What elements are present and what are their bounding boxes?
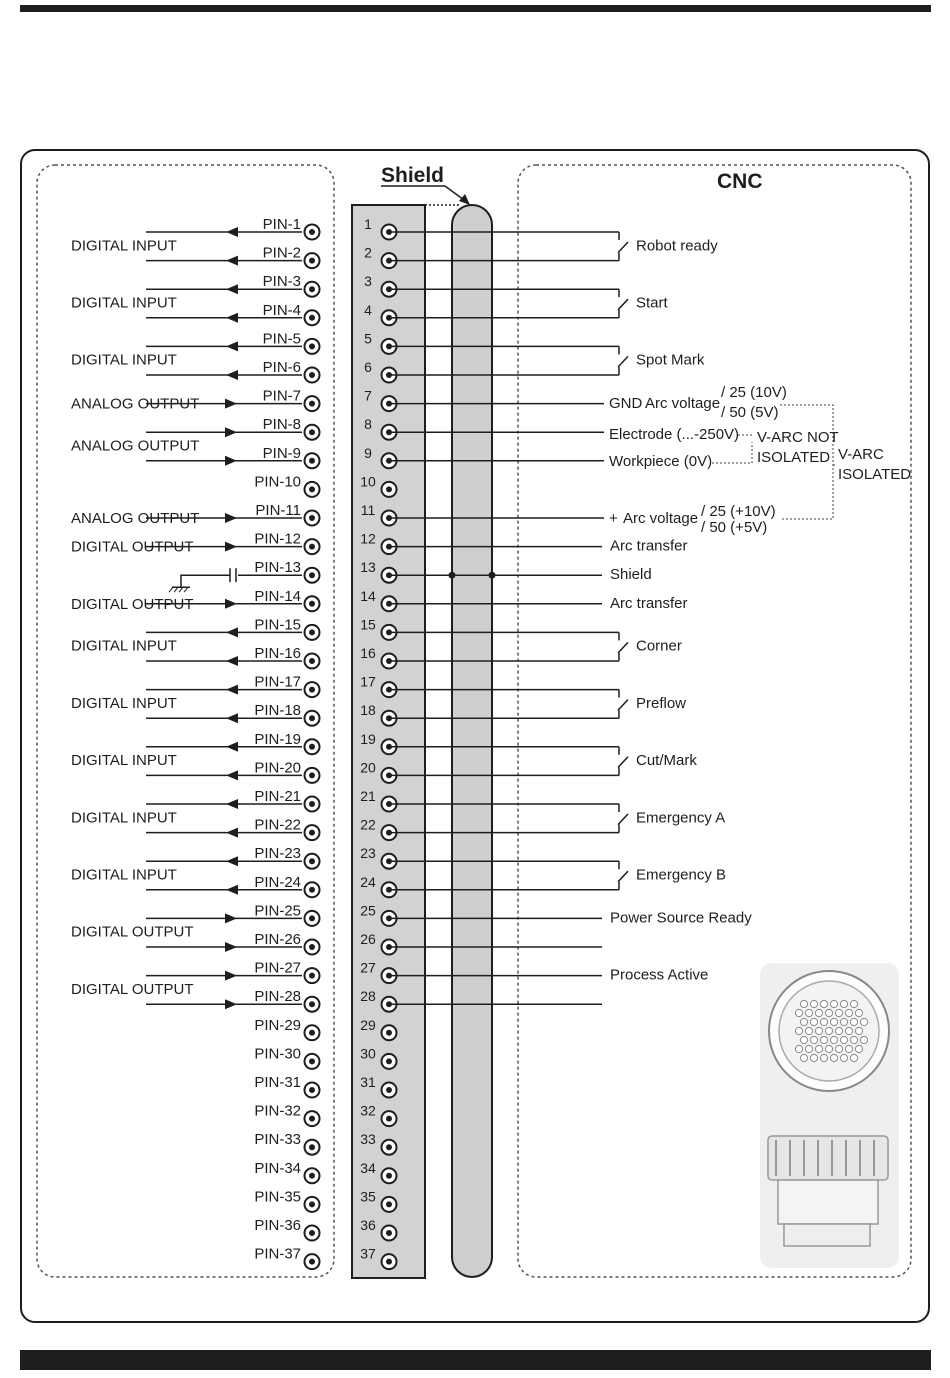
left-pin-2	[305, 253, 320, 268]
output-arrow-7	[225, 399, 237, 409]
connector-hole-8	[815, 1009, 822, 1016]
connector-hole-33	[860, 1036, 867, 1043]
left-label-12: DIGITAL INPUT	[71, 866, 177, 884]
left-pin-26	[305, 940, 320, 955]
contact-blade-7	[618, 871, 628, 882]
strip-number-1: 1	[364, 216, 372, 232]
contact-blade-5	[618, 757, 628, 768]
connector-hole-40	[855, 1045, 862, 1052]
left-pin-20	[305, 768, 320, 783]
input-arrow-20	[226, 770, 238, 780]
cnc-label-1: Start	[636, 294, 668, 312]
pin-label-29: PIN-29	[254, 1016, 301, 1034]
left-pin-28	[305, 997, 320, 1012]
strip-number-4: 4	[364, 301, 372, 318]
input-arrow-6	[226, 370, 238, 380]
strip-number-8: 8	[364, 416, 372, 433]
left-pin-22	[305, 825, 320, 840]
left-label-3: ANALOG OUTPUT	[71, 395, 200, 413]
pin-label-3: PIN-3	[262, 273, 301, 291]
pin-label-5: PIN-5	[262, 330, 301, 348]
left-pin-13	[305, 568, 320, 583]
connector-hole-5	[850, 1000, 857, 1007]
cnc-label-10: Arc transfer	[610, 594, 688, 612]
connector-hole-14	[810, 1018, 817, 1025]
strip-number-32: 32	[360, 1102, 376, 1119]
connector-hole-6	[795, 1009, 802, 1016]
left-pin-36	[305, 1226, 320, 1241]
connector-hole-0	[800, 1000, 807, 1007]
output-arrow-28	[225, 999, 237, 1009]
input-arrow-5	[226, 341, 238, 351]
connector-hole-28	[810, 1036, 817, 1043]
output-arrow-8	[225, 427, 237, 437]
left-label-4: ANALOG OUTPUT	[71, 437, 200, 455]
pin-label-25: PIN-25	[254, 902, 301, 920]
pin-label-26: PIN-26	[254, 931, 301, 948]
connector-hole-15	[820, 1018, 827, 1025]
left-label-2: DIGITAL INPUT	[71, 351, 177, 369]
connector-hole-18	[850, 1018, 857, 1025]
left-pin-3	[305, 282, 320, 297]
top-bar	[20, 5, 931, 12]
strip-number-29: 29	[360, 1016, 376, 1033]
strip-pin-32	[382, 1111, 397, 1126]
left-label-9: DIGITAL INPUT	[71, 694, 177, 712]
strip-number-16: 16	[360, 645, 376, 661]
cnc-label-6: Emergency A	[636, 809, 726, 827]
left-label-5: ANALOG OUTPUT	[71, 510, 200, 527]
input-arrow-4	[226, 313, 238, 323]
strip-number-11: 11	[360, 502, 376, 518]
connector-hole-34	[795, 1045, 802, 1052]
left-pin-35	[305, 1197, 320, 1212]
contact-blade-3	[618, 642, 628, 653]
pin-label-13: PIN-13	[254, 559, 301, 577]
shield-dot-right	[489, 572, 496, 579]
contact-blade-1	[618, 299, 628, 310]
strip-number-34: 34	[360, 1159, 376, 1176]
pin-label-14: PIN-14	[254, 587, 301, 605]
input-arrow-24	[226, 885, 238, 895]
strip-number-19: 19	[360, 730, 376, 747]
gnd-label: GND	[609, 395, 643, 412]
left-pin-32	[305, 1111, 320, 1126]
connector-hole-36	[815, 1045, 822, 1052]
arc-voltage-block	[609, 384, 911, 536]
left-pin-27	[305, 968, 320, 983]
strip-number-15: 15	[360, 616, 376, 633]
pin-label-34: PIN-34	[254, 1159, 301, 1177]
strip-pin-33	[382, 1140, 397, 1155]
pin-label-4: PIN-4	[262, 301, 301, 319]
dotted-workpiece-link	[712, 442, 752, 463]
strip-pin-31	[382, 1083, 397, 1098]
output-arrow-25	[225, 913, 237, 923]
input-arrow-2	[226, 256, 238, 266]
strip-number-20: 20	[360, 759, 376, 776]
connector-hole-37	[825, 1045, 832, 1052]
pin-label-37: PIN-37	[254, 1245, 301, 1263]
left-pin-1	[305, 225, 320, 240]
shield-pointer	[445, 186, 464, 200]
connector-hole-31	[840, 1036, 847, 1043]
pin-label-21: PIN-21	[254, 788, 301, 805]
left-label-0: DIGITAL INPUT	[71, 237, 177, 255]
ratio-25-10v: / 25 (10V)	[721, 384, 787, 401]
bottom-bar	[20, 1350, 931, 1370]
left-label-14: DIGITAL OUTPUT	[71, 980, 194, 998]
pin-label-36: PIN-36	[254, 1217, 301, 1234]
connector-picture	[760, 963, 899, 1268]
strip-number-14: 14	[360, 587, 376, 604]
connector-hole-3	[830, 1000, 837, 1007]
varc-not-isolated-1: V-ARC NOT	[757, 429, 839, 446]
connector-hole-27	[800, 1036, 807, 1043]
pin-label-35: PIN-35	[254, 1188, 301, 1206]
pin-label-30: PIN-30	[254, 1045, 301, 1063]
connector-hole-2	[820, 1000, 827, 1007]
pin-label-7: PIN-7	[262, 387, 301, 405]
strip-number-28: 28	[360, 988, 376, 1005]
left-pin-17	[305, 682, 320, 697]
strip-number-17: 17	[360, 673, 376, 690]
input-arrow-19	[226, 742, 238, 752]
cnc-title: CNC	[717, 170, 763, 193]
input-arrow-3	[226, 284, 238, 294]
left-label-13: DIGITAL OUTPUT	[71, 923, 194, 941]
cnc-label-7: Emergency B	[636, 866, 727, 884]
input-arrow-23	[226, 856, 238, 866]
strip-pin-34	[382, 1168, 397, 1183]
left-label-8: DIGITAL INPUT	[71, 637, 177, 655]
left-pin-31	[305, 1083, 320, 1098]
strip-number-33: 33	[360, 1131, 376, 1148]
left-pin-34	[305, 1168, 320, 1183]
left-pin-9	[305, 453, 320, 468]
connector-hole-17	[840, 1018, 847, 1025]
cnc-label-8: Arc transfer	[610, 537, 688, 555]
connector-hole-45	[840, 1054, 847, 1061]
left-label-6: DIGITAL OUTPUT	[71, 538, 194, 556]
strip-number-26: 26	[360, 931, 376, 947]
connector-hole-23	[825, 1027, 832, 1034]
input-arrow-21	[226, 799, 238, 809]
connector-hole-13	[800, 1018, 807, 1025]
strip-number-22: 22	[360, 816, 376, 833]
pin-label-12: PIN-12	[254, 530, 301, 548]
left-pin-37	[305, 1254, 320, 1269]
strip-number-5: 5	[364, 330, 372, 347]
shield-title: Shield	[381, 164, 445, 187]
strip-number-2: 2	[364, 244, 372, 261]
strip-pin-29	[382, 1025, 397, 1040]
left-label-10: DIGITAL INPUT	[71, 752, 177, 770]
connector-hole-9	[825, 1009, 832, 1016]
connector-hole-19	[860, 1018, 867, 1025]
connector-hole-25	[845, 1027, 852, 1034]
strip-number-30: 30	[360, 1045, 376, 1062]
connector-hole-10	[835, 1009, 842, 1016]
pin-label-32: PIN-32	[254, 1102, 301, 1120]
connector-hole-42	[810, 1054, 817, 1061]
contact-blade-0	[618, 242, 628, 253]
left-pin-24	[305, 882, 320, 897]
pin-label-10: PIN-10	[254, 473, 301, 491]
cnc-label-5: Cut/Mark	[636, 752, 697, 770]
input-arrow-17	[226, 685, 238, 695]
strip-number-35: 35	[360, 1188, 376, 1205]
connector-hole-32	[850, 1036, 857, 1043]
ratio-25-p10v: / 25 (+10V)	[701, 503, 776, 520]
input-arrow-16	[226, 656, 238, 666]
strip-number-18: 18	[360, 702, 376, 719]
cnc-label-4: Preflow	[636, 694, 687, 712]
varc-isolated-2: ISOLATED	[838, 466, 912, 483]
input-arrow-18	[226, 713, 238, 723]
left-pin-5	[305, 339, 320, 354]
arc-voltage-label: Arc voltage	[645, 395, 721, 412]
left-pin-12	[305, 539, 320, 554]
pin-label-33: PIN-33	[254, 1131, 301, 1149]
connector-hole-24	[835, 1027, 842, 1034]
strip-number-27: 27	[360, 959, 376, 976]
pin-label-2: PIN-2	[262, 244, 301, 262]
strip-number-25: 25	[360, 902, 376, 919]
connector-hole-20	[795, 1027, 802, 1034]
pin-label-31: PIN-31	[254, 1074, 301, 1091]
strip-pin-30	[382, 1054, 397, 1069]
left-pin-8	[305, 425, 320, 440]
output-arrow-11	[225, 513, 237, 523]
strip-pin-35	[382, 1197, 397, 1212]
left-pin-25	[305, 911, 320, 926]
pin-label-11: PIN-11	[255, 502, 301, 519]
pin-label-16: PIN-16	[254, 645, 301, 662]
ratio-50-p5v: / 50 (+5V)	[701, 519, 768, 536]
input-arrow-1	[226, 227, 238, 237]
shield-dot-left	[449, 572, 456, 579]
strip-number-31: 31	[360, 1074, 376, 1090]
left-label-7: DIGITAL OUTPUT	[71, 595, 194, 613]
connector-hole-35	[805, 1045, 812, 1052]
varc-not-isolated-2: ISOLATED	[757, 449, 831, 466]
strip-number-6: 6	[364, 359, 372, 375]
connector-hole-22	[815, 1027, 822, 1034]
ground-lead	[181, 575, 230, 587]
contact-blade-4	[618, 700, 628, 711]
strip-number-3: 3	[364, 273, 372, 290]
left-pin-29	[305, 1025, 320, 1040]
strip-pin-10	[382, 482, 397, 497]
connector-hole-4	[840, 1000, 847, 1007]
left-pin-15	[305, 625, 320, 640]
strip-number-24: 24	[360, 873, 376, 890]
ground-hatch-0	[169, 587, 173, 592]
output-arrow-26	[225, 942, 237, 952]
cnc-label-9: Shield	[610, 566, 652, 584]
left-label-11: DIGITAL INPUT	[71, 809, 177, 827]
strip-number-12: 12	[360, 530, 376, 547]
left-pin-11	[305, 511, 320, 526]
connector-hole-16	[830, 1018, 837, 1025]
connector-hole-1	[810, 1000, 817, 1007]
left-pin-23	[305, 854, 320, 869]
cnc-label-11: Power Source Ready	[610, 909, 752, 927]
varc-isolated-1: V-ARC	[838, 446, 884, 463]
contact-blade-2	[618, 356, 628, 367]
workpiece-label: Workpiece (0V)	[609, 453, 713, 470]
cnc-signals-layer	[389, 232, 752, 1004]
pin-label-24: PIN-24	[254, 873, 301, 891]
strip-number-21: 21	[360, 788, 376, 804]
cnc-label-2: Spot Mark	[636, 351, 705, 369]
strip-pin-36	[382, 1226, 397, 1241]
connector-hole-12	[855, 1009, 862, 1016]
pin-label-20: PIN-20	[254, 759, 301, 777]
pin-label-19: PIN-19	[254, 730, 301, 748]
plus-label: +	[609, 510, 618, 527]
connector-hole-43	[820, 1054, 827, 1061]
left-pin-33	[305, 1140, 320, 1155]
shield-pointer-arrow	[459, 194, 470, 205]
pin-label-23: PIN-23	[254, 845, 301, 863]
cnc-label-0: Robot ready	[636, 237, 718, 255]
arc-voltage-plus-label: Arc voltage	[623, 510, 699, 527]
connector-hole-7	[805, 1009, 812, 1016]
left-pin-10	[305, 482, 320, 497]
connector-hole-29	[820, 1036, 827, 1043]
pin-label-28: PIN-28	[254, 988, 301, 1006]
left-label-1: DIGITAL INPUT	[71, 294, 177, 312]
pin-label-22: PIN-22	[254, 816, 301, 834]
pin-label-9: PIN-9	[262, 444, 301, 462]
left-pin-6	[305, 368, 320, 383]
left-pin-19	[305, 739, 320, 754]
cnc-label-3: Corner	[636, 637, 682, 655]
shield-tube	[452, 205, 492, 1277]
electrode-label: Electrode (...-250V)	[609, 426, 740, 443]
pin-label-18: PIN-18	[254, 702, 301, 720]
connector-hole-39	[845, 1045, 852, 1052]
strip-number-37: 37	[360, 1245, 376, 1262]
left-pin-7	[305, 396, 320, 411]
connector-hole-26	[855, 1027, 862, 1034]
input-arrow-15	[226, 627, 238, 637]
strip-pin-37	[382, 1254, 397, 1269]
strip-number-9: 9	[364, 444, 372, 461]
strip-number-7: 7	[364, 387, 372, 404]
left-pin-4	[305, 310, 320, 325]
connector-hole-41	[800, 1054, 807, 1061]
left-pin-14	[305, 596, 320, 611]
connector-hole-21	[805, 1027, 812, 1034]
connector-hole-38	[835, 1045, 842, 1052]
pin-label-1: PIN-1	[262, 216, 301, 233]
pin-label-27: PIN-27	[254, 959, 301, 977]
pin-label-17: PIN-17	[254, 673, 301, 691]
left-pin-16	[305, 654, 320, 669]
left-pin-18	[305, 711, 320, 726]
output-arrow-12	[225, 542, 237, 552]
strip-number-13: 13	[360, 559, 376, 576]
strip-number-36: 36	[360, 1217, 376, 1233]
contact-blade-6	[618, 814, 628, 825]
connector-hole-30	[830, 1036, 837, 1043]
pin-label-15: PIN-15	[254, 616, 301, 634]
ratio-50-5v: / 50 (5V)	[721, 404, 779, 421]
connector-hole-11	[845, 1009, 852, 1016]
output-arrow-9	[225, 456, 237, 466]
strip-number-23: 23	[360, 845, 376, 862]
left-pin-21	[305, 797, 320, 812]
strip-number-10: 10	[360, 473, 376, 490]
left-pin-30	[305, 1054, 320, 1069]
connector-hole-46	[850, 1054, 857, 1061]
pin-label-6: PIN-6	[262, 359, 301, 376]
cnc-label-12: Process Active	[610, 966, 709, 984]
output-arrow-27	[225, 971, 237, 981]
input-arrow-22	[226, 828, 238, 838]
output-arrow-14	[225, 599, 237, 609]
pin-label-8: PIN-8	[262, 416, 301, 434]
connector-hole-44	[830, 1054, 837, 1061]
